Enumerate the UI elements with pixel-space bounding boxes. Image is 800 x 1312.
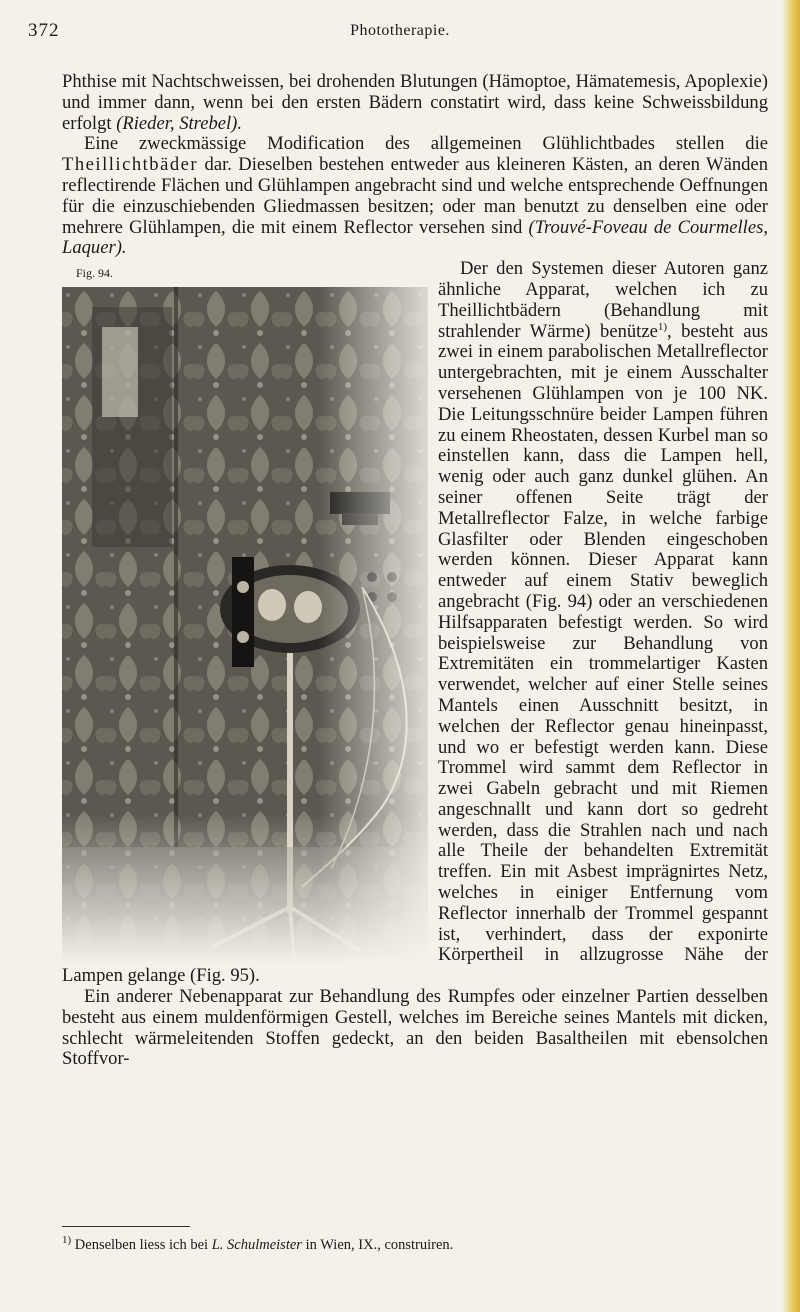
figure-photo [62,287,428,964]
footnote-name: L. Schulmeister [211,1237,302,1253]
paragraph-4: Ein anderer Nebenapparat zur Behandlung des Rumpfes oder einzelner Partien desselben besteht aus einem muldenförmigen Gestell, welches im Bereiche seines Mantels mit dicken, schlecht wärmeleitenden Stoffen gedeckt, an den beiden Basaltheilen mit ebensolchen Stoffvor- [62,986,768,1070]
citation: (Trouvé-Foveau de Courmelles, Laquer). [62,216,768,259]
footnote-rule [62,1226,190,1227]
lamp-apparatus-illustration [62,287,428,964]
citation: (Rieder, Strebel). [116,112,243,134]
paragraph-3: Der den Systemen dieser Autoren ganz ähnliche Apparat, welchen ich zu Theillichtbädern (Behandlung mit strahlender Wärme) benütze$^{1)}$, besteht aus zwei in einem parabolischen Metallreflector untergebrachten, mit je einem Ausschalter versehenen Glühlampen von je 100 NK. Die Leitungsschnüre beider Lampen führen zu einem Rheostaten, dessen Kurbel man so einstellen kann, dass die Lampen hell, wenig oder auch ganz dunkel glühen. An seiner offenen Seite trägt der Metallreflector Falze, in welche farbige Glasfilter oder Blenden eingeschoben werden können. Dieser Apparat kann entweder auf einem Stativ beweglich angebracht (Fig. 94) oder an verschiedenen Hilfsapparaten befestigt werden. So wird beispielsweise zur Behandlung von Extremitäten ein trommelartiger Kasten verwendet, welcher auf einer Stelle seines Mantels einen Ausschnitt besitzt, in welchen der Reflector genau hineinpasst, und wo er befestigt werden kann. Diese Trommel wird sammt dem Reflector in zwei Gabeln gebracht und mit Riemen angeschnallt und kann dort so gedreht werden, dass die Strahlen nach und nach alle Theile der behandelten Extremität treffen. Ein mit Asbest imprägnirtes Netz, welches in einiger Entfernung vom Reflector innerhalb der Trommel gespannt ist, verhindert, dass der exponirte Körpertheil in allzugrosse Nähe der Lampen gelange (Fig. 95). [62,258,768,987]
running-title: Phototherapie. [350,22,450,39]
figure-label: Fig. 94. [76,266,114,281]
paragraph-2: Eine zweckmässige Modification des allgemeinen Glühlichtbades stellen die Theillichtbäder dar. Dieselben bestehen entweder aus kleineren Kästen, an deren Wänden reflectirende Flächen und Glühlampen angebracht sind und welche entsprechende Oeffnungen für die einzuschiebenden Gliedmassen besitzen; oder man benutzt zu denselben eine oder mehrere Glühlampen, die mit einem Reflector versehen sind (Trouvé-Foveau de Courmelles, Laquer). [62,133,768,259]
paragraph-1: Phthise mit Nachtschweissen, bei drohenden Blutungen (Hämoptoe, Hämatemesis, Apoplexie) und immer dann, wenn bei den ersten Bädern constatirt wird, dass keine Schweissbildung erfolgt (Rieder, Strebel). [62,71,768,134]
emphasized-term: Theillichtbäder [62,154,199,176]
footnote-ref: 1) [657,320,668,333]
body-text [62,72,768,1070]
page-edge [782,0,800,1312]
page-header [0,20,800,50]
figure-94 [62,259,428,964]
footnote-marker: 1) [62,1234,72,1247]
page-number: 372 [28,20,60,41]
footnote: $^{1)}$ Denselben liess ich bei L. Schulmeister in Wien, IX., construiren. [62,1234,454,1253]
